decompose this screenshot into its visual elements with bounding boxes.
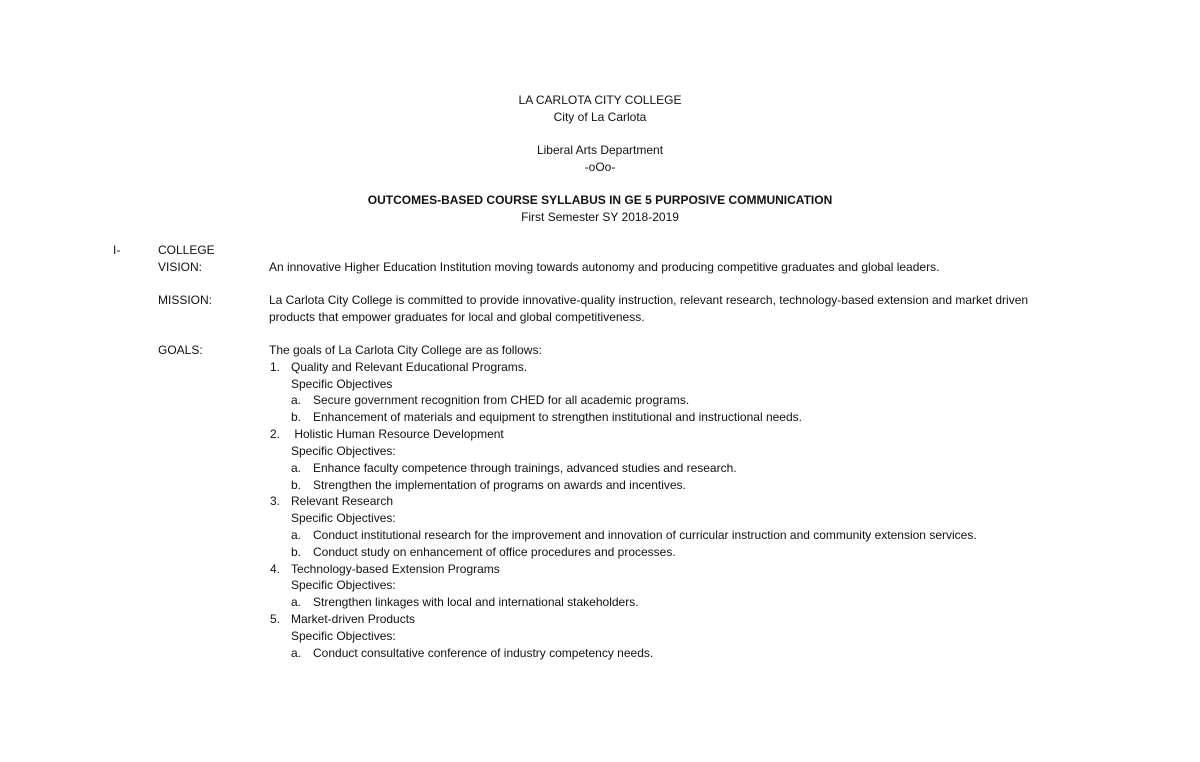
goal-title: Quality and Relevant Educational Programs.: [291, 360, 528, 374]
specific-objectives-label: Specific Objectives:: [291, 444, 396, 458]
goal-number: 2.: [270, 427, 281, 441]
goal-title: Technology-based Extension Programs: [291, 562, 500, 576]
goal-title: Holistic Human Resource Development: [291, 427, 504, 441]
institution-name: LA CARLOTA CITY COLLEGE: [518, 93, 682, 107]
objective-text: Conduct consultative conference of industry competency needs.: [313, 646, 654, 660]
objective-letter: a.: [291, 528, 302, 542]
mission-text-line: La Carlota City College is committed to provide innovative-quality instruction, relevant research, technology-based extension and market driven: [269, 293, 1029, 307]
objective-text: Strengthen linkages with local and international stakeholders.: [313, 595, 639, 609]
objective-text: Conduct institutional research for the improvement and innovation of curricular instruction and community extension services.: [313, 528, 977, 542]
objective-text: Secure government recognition from CHED for all academic programs.: [313, 393, 690, 407]
objective-letter: a.: [291, 646, 302, 660]
objective-letter: a.: [291, 393, 302, 407]
city-name: City of La Carlota: [553, 110, 647, 124]
goal-number: 5.: [270, 612, 281, 626]
specific-objectives-label: Specific Objectives: [291, 377, 393, 391]
goal-number: 3.: [270, 494, 281, 508]
section-heading: COLLEGE: [158, 243, 215, 257]
goal-number: 4.: [270, 562, 281, 576]
goals-intro: The goals of La Carlota City College are as follows:: [269, 343, 542, 357]
objective-letter: b.: [291, 410, 302, 424]
vision-label: VISION:: [158, 260, 203, 274]
objective-letter: b.: [291, 545, 302, 559]
semester-label: First Semester SY 2018-2019: [521, 210, 679, 224]
objective-text: Enhance faculty competence through trainings, advanced studies and research.: [313, 461, 737, 475]
goal-number: 1.: [270, 360, 281, 374]
specific-objectives-label: Specific Objectives:: [291, 578, 396, 592]
objective-text: Enhancement of materials and equipment to strengthen institutional and instructional needs.: [313, 410, 802, 424]
goal-title: Market-driven Products: [291, 612, 416, 626]
objective-text: Strengthen the implementation of programs on awards and incentives.: [313, 478, 686, 492]
objective-text: Conduct study on enhancement of office procedures and processes.: [313, 545, 676, 559]
syllabus-title: OUTCOMES-BASED COURSE SYLLABUS IN GE 5 PURPOSIVE COMMUNICATION: [367, 193, 833, 207]
specific-objectives-label: Specific Objectives:: [291, 629, 396, 643]
department-name: Liberal Arts Department: [536, 143, 664, 157]
objective-letter: b.: [291, 478, 302, 492]
mission-label: MISSION:: [158, 293, 213, 307]
objective-letter: a.: [291, 595, 302, 609]
mission-text-line: products that empower graduates for local and global competitiveness.: [269, 310, 645, 324]
vision-text: An innovative Higher Education Institution moving towards autonomy and producing competitive graduates and global leaders.: [269, 260, 940, 274]
goals-label: GOALS:: [158, 343, 203, 357]
goal-title: Relevant Research: [291, 494, 394, 508]
ornament-divider: -oOo-: [584, 160, 616, 174]
objective-letter: a.: [291, 461, 302, 475]
specific-objectives-label: Specific Objectives:: [291, 511, 396, 525]
section-numeral: I-: [113, 243, 121, 257]
